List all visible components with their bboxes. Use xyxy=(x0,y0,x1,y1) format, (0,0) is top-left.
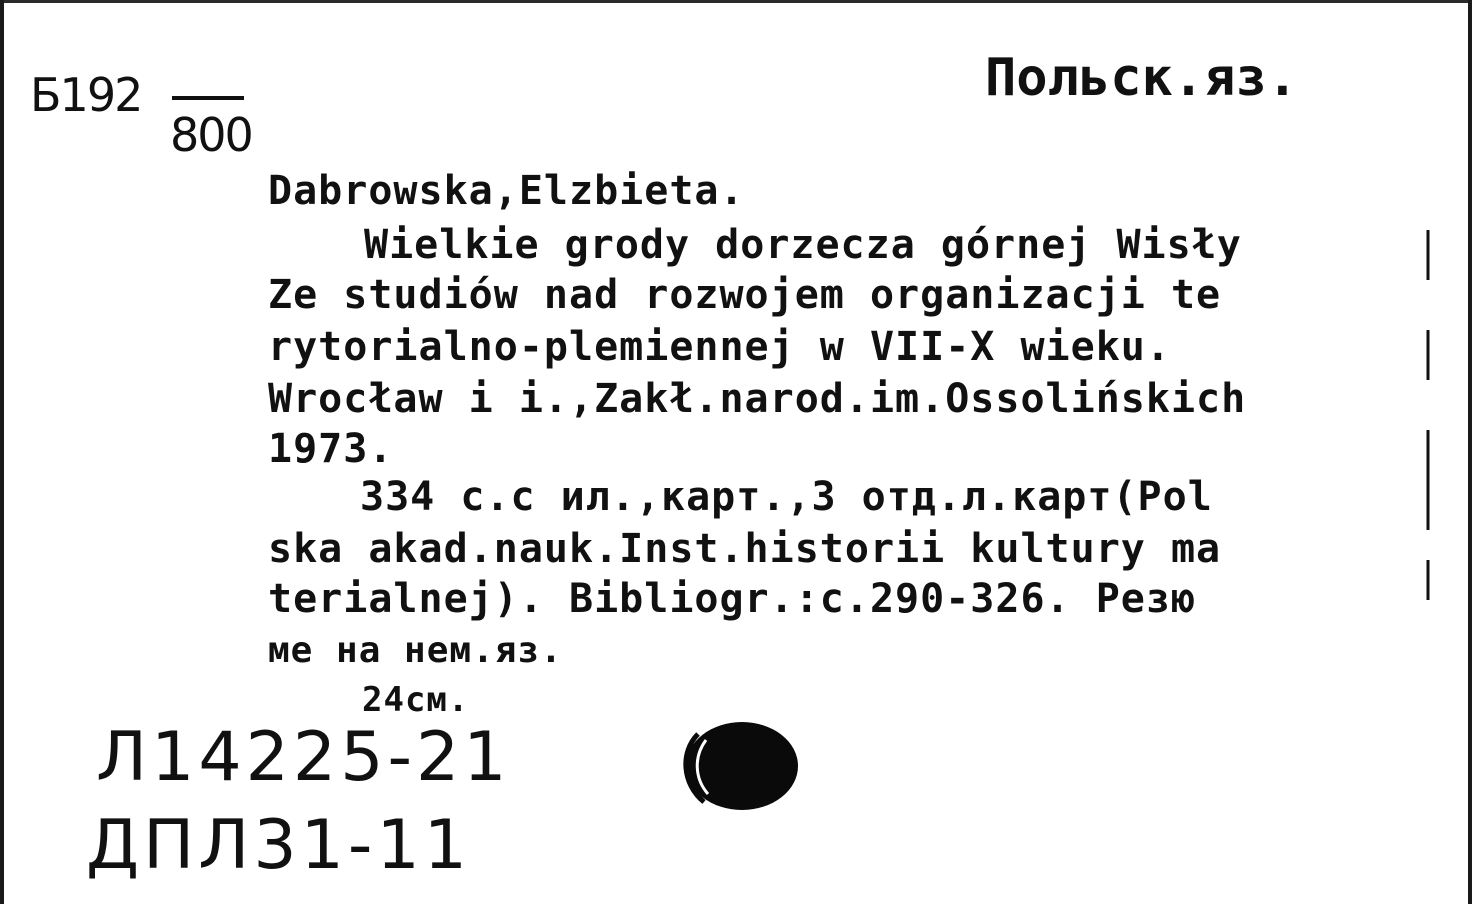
shelf-mark-fraction-bar xyxy=(172,96,244,100)
accession-number-1: Л14225-21 xyxy=(96,718,511,797)
collation-line-3: terialnej). Bibliogr.:c.290-326. Резю xyxy=(268,576,1197,622)
card-top-edge xyxy=(0,0,1472,20)
imprint-line: Wrocław i i.,Zakł.narod.im.Ossolińskich xyxy=(268,376,1247,422)
card-left-edge xyxy=(0,0,4,904)
collation-line-1: 334 c.c ил.,карт.,3 отд.л.карт(Pol xyxy=(360,474,1213,520)
title-line-2: Ze studiów nad rozwojem organizacji te xyxy=(268,272,1222,318)
accession-number-2: ДПЛ31-11 xyxy=(86,806,471,885)
imprint-year: 1973. xyxy=(268,426,394,472)
shelf-mark: Б192 xyxy=(30,68,142,122)
subject-heading: Польск.яз. xyxy=(985,48,1299,108)
shelf-mark-denominator: 800 xyxy=(170,108,252,162)
summary-note: ме на нем.яз. xyxy=(268,630,563,671)
title-line-3: rytorialno-plemiennej w VII-X wieku. xyxy=(268,324,1171,370)
size-note: 24см. xyxy=(362,680,470,720)
collation-line-2: ska akad.nauk.Inst.historii kultury ma xyxy=(268,526,1222,572)
card-right-edge xyxy=(1468,0,1472,904)
punch-hole-icon xyxy=(676,718,800,814)
card-edge-marks xyxy=(1418,200,1438,800)
title-line-1: Wielkie grody dorzecza górnej Wisły xyxy=(364,222,1242,268)
author-line: Dabrowska,Elzbieta. xyxy=(268,168,745,214)
